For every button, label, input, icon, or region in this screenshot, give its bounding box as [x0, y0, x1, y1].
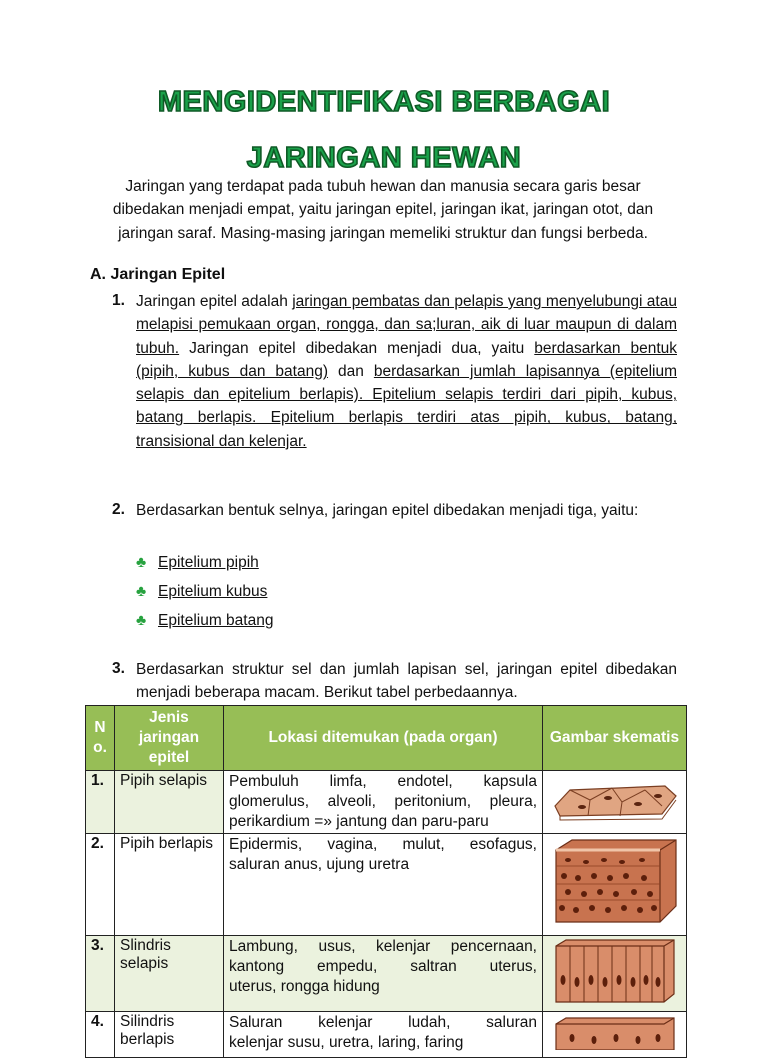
item-number-2: 2.	[112, 501, 125, 518]
item-3-paragraph: Berdasarkan struktur sel dan jumlah lapisan sel, jaringan epitel dibedakan menjadi beberapa macam. Berikut tabel perbedaannya.	[136, 661, 677, 702]
cell-jenis: Silindris berlapis	[115, 1012, 224, 1058]
lokasi-text: Lambung, usus, kelenjar pencernaan, kantong empedu, saltran uterus,	[229, 938, 537, 975]
bullet-item	[136, 554, 259, 572]
item-1-underlined-c: berdasarkan jumlah lapisannya (epitelium selapis dan epitelium berlapis). Epitelium selapis terdiri dari pipih, kubus, batang berlapis. Epitelium berlapis terdiri atas pipih, kubus, batang, transisional dan kelenjar.	[136, 362, 677, 450]
item-1-text-a: Jaringan epitel adalah	[136, 293, 293, 310]
intro-paragraph: Jaringan yang terdapat pada tubuh hewan dan manusia secara garis besar dibedakan menjadi empat, yaitu jaringan epitel, jaringan ikat, jaringan otot, dan jaringan saraf. Masing-masing jaringan memeliki struktur dan fungsi berbeda.	[112, 178, 654, 242]
item-2-paragraph: Berdasarkan bentuk selnya, jaringan epitel dibedakan menjadi tiga, yaitu:	[136, 502, 639, 519]
header-no: N o.	[86, 706, 115, 771]
lokasi-text-last: saluran anus, ujung uretra	[229, 856, 410, 873]
table-row	[86, 936, 687, 1012]
table-row	[86, 1012, 687, 1058]
item-number-1: 1.	[112, 292, 125, 309]
club-bullet-icon: ♣	[136, 612, 147, 629]
cell-lokasi	[224, 834, 543, 936]
cell-gambar	[543, 936, 687, 1012]
epitel-table	[85, 705, 687, 1058]
cell-jenis: Slindris selapis	[115, 936, 224, 1012]
cell-gambar	[543, 834, 687, 936]
cell-lokasi	[224, 936, 543, 1012]
cell-lokasi	[224, 1012, 543, 1058]
item-number-3: 3.	[112, 660, 125, 677]
item-1-text-b: Jaringan epitel dibedakan menjadi dua, yaitu	[179, 339, 535, 357]
lokasi-text-last: kelenjar susu, uretra, laring, faring	[229, 1034, 464, 1051]
cell-lokasi	[224, 771, 543, 834]
section-heading-a: A. Jaringan Epitel	[90, 266, 226, 283]
cell-no: 4.	[86, 1012, 115, 1058]
table-row	[86, 834, 687, 936]
table-row	[86, 771, 687, 834]
cell-no: 3.	[86, 936, 115, 1012]
cell-jenis: Pipih selapis	[115, 771, 224, 834]
club-bullet-icon: ♣	[136, 554, 147, 571]
header-gambar: Gambar skematis	[543, 706, 687, 771]
header-lokasi: Lokasi ditemukan (pada organ)	[224, 706, 543, 771]
cell-gambar	[543, 771, 687, 834]
cell-gambar	[543, 1012, 687, 1058]
cell-no: 2.	[86, 834, 115, 936]
page-title-line1: MENGIDENTIFIKASI BERBAGAI	[157, 86, 611, 118]
item-1-paragraph	[136, 290, 677, 453]
bullet-item	[136, 583, 267, 601]
lokasi-text: Epidermis, vagina, mulut, esofagus,	[229, 836, 537, 853]
lokasi-text: Saluran kelenjar ludah, saluran	[229, 1014, 537, 1031]
bullet-item	[136, 612, 273, 630]
bullet-label: Epitelium batang	[158, 612, 274, 629]
cell-no: 1.	[86, 771, 115, 834]
item-1-underlined-a: jaringan pembatas dan pelapis yang menyelubungi atau melapisi pemukaan organ, rongga, dan sa;luran, aik di luar maupun di dalam tubuh.	[136, 293, 677, 357]
club-bullet-icon: ♣	[136, 583, 147, 600]
cell-jenis: Pipih berlapis	[115, 834, 224, 936]
lokasi-text-last: uterus, rongga hidung	[229, 978, 380, 995]
item-1-text-c: dan	[328, 362, 374, 380]
bullet-label: Epitelium kubus	[158, 583, 268, 600]
page-title-line2: JARINGAN HEWAN	[246, 142, 522, 174]
header-jenis: Jenis jaringan epitel	[115, 706, 224, 771]
table-header-row	[86, 706, 687, 771]
columnar-simple-illustration	[550, 938, 680, 1004]
bullet-label: Epitelium pipih	[158, 554, 259, 571]
squamous-simple-illustration	[550, 776, 680, 824]
columnar-stratified-illustration	[550, 1014, 680, 1050]
lokasi-text: Pembuluh limfa, endotel, kapsula glomerulus, alveoli, peritonium, pleura,	[229, 773, 537, 810]
squamous-stratified-illustration	[548, 836, 682, 928]
item-1-underlined-b: berdasarkan bentuk (pipih, kubus dan batang)	[136, 339, 677, 380]
lokasi-text-last: perikardium =» jantung dan paru-paru	[229, 813, 489, 830]
